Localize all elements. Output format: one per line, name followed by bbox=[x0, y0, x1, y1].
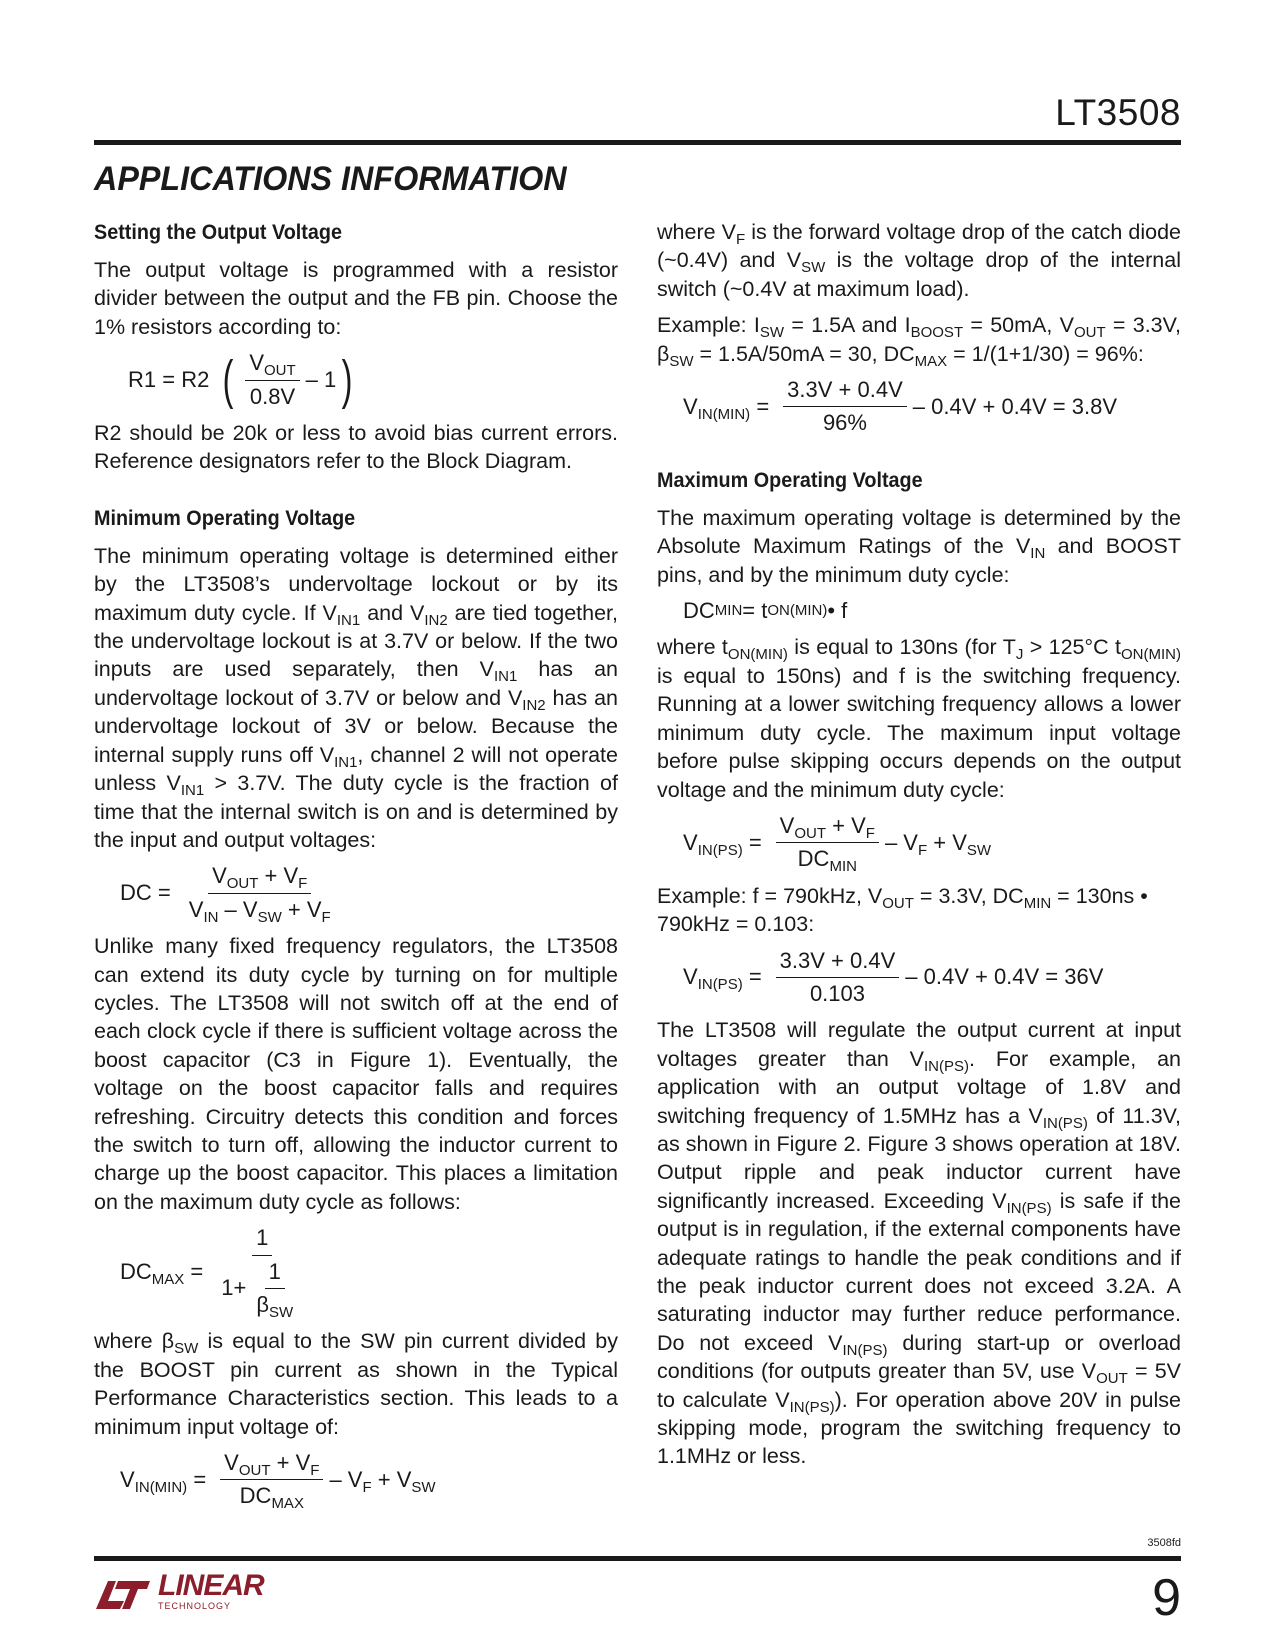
numerator: 3.3V + 0.4V bbox=[776, 947, 900, 978]
eq-tail: – 1 bbox=[305, 366, 337, 392]
fraction bbox=[220, 1449, 323, 1511]
paragraph: The minimum operating voltage is determined either by the LT3508’s undervoltage lockout or by its maximum duty cycle. If $V_{IN1}$ and $V_{IN2}$ are tied together, the undervoltage lockout is at 3.7V or below. If the two inputs are used separately, then $V_{IN1}$ has an undervoltage lockout of 3.7V or below and $V_{IN2}$ has an undervoltage lockout of 3V or below. Because the internal supply runs off $V_{IN1}$, channel 2 will not operate unless $V_{IN1} > 3.7V$. The duty cycle is the fraction of time that the internal switch is on and is determined by the input and output voltages: bbox=[94, 543, 618, 852]
numerator: $V_{OUT} + V_F$ bbox=[776, 812, 879, 843]
heading-setting-output-voltage: Setting the Output Voltage bbox=[94, 220, 342, 244]
page-number: 9 bbox=[1152, 1569, 1181, 1627]
paragraph: The output voltage is programmed with a resistor divider between the output and the FB pin. Choose the 1% resistors according to: bbox=[94, 258, 618, 339]
section-title: APPLICATIONS INFORMATION bbox=[94, 160, 567, 198]
equation-dcmax bbox=[120, 1224, 618, 1319]
paragraph: where $\beta_{SW}$ is equal to the SW pin current divided by the BOOST pin current as shown in the Typical Performance Characteristics section. This leads to a minimum input voltage of: bbox=[94, 1329, 618, 1439]
denominator: $DC_{MIN}$ bbox=[797, 846, 857, 876]
eq-tail: – $V_F + V_{SW}$ bbox=[329, 1466, 436, 1496]
paragraph: The LT3508 will regulate the output current at input voltages greater than $V_{IN(PS)}$. For example, an application with an output voltage of 1.8V and switching frequency of 1.5MHz has a $V_{IN(PS)}$ of 11.3V, as shown in Figure 2. Figure 3 shows operation at 18V. Output ripple and peak inductor current have significantly increased. Exceeding $V_{IN(PS)}$ is safe if the output is in regulation, if the external components have adequate ratings to handle the peak conditions and if the peak inductor current does not exceed 3.2A. A saturating inductor may further reduce performance. Do not exceed $V_{IN(PS)}$ during start-up or overload conditions (for outputs greater than 5V, use $V_{OUT} = 5V$ to calculate $V_{IN(PS)}$). For operation above 20V in pulse skipping mode, program the switching frequency to 1.1MHz or less. bbox=[657, 1018, 1182, 1469]
denominator: 96% bbox=[822, 410, 867, 436]
numerator: $V_{OUT}$ bbox=[245, 349, 299, 380]
linear-technology-logo bbox=[94, 1571, 264, 1611]
denominator: 0.8V bbox=[249, 383, 296, 409]
equation-dc bbox=[120, 862, 618, 924]
paragraph: where $t_{ON(MIN)}$ is equal to 130ns (for $T_J > 125^\circ C$ $t_{ON(MIN)}$ is equal to 150ns) and f is the switching frequency. Running at a lower switching frequency allows a lower minimum duty cycle. The maximum input voltage before pulse skipping occurs depends on the output voltage and the minimum duty cycle: bbox=[657, 635, 1181, 802]
eq-tail: – 0.4V + 0.4V = 36V bbox=[905, 964, 1104, 990]
equation-dcmin: DC MIN = t ON(MIN) • f bbox=[683, 598, 848, 624]
fraction bbox=[245, 349, 299, 411]
fraction bbox=[185, 862, 335, 924]
fraction bbox=[776, 947, 900, 1009]
equation-vinmin bbox=[120, 1449, 618, 1511]
equation-vinmin-example bbox=[683, 376, 1181, 438]
left-column bbox=[94, 218, 618, 1519]
footer-rule bbox=[94, 1556, 1181, 1561]
numerator: 3.3V + 0.4V bbox=[783, 376, 907, 407]
eq-lhs: $V_{IN(MIN)}$ = bbox=[120, 1466, 207, 1496]
eq-tail: – $V_F + V_{SW}$ bbox=[884, 829, 992, 859]
heading-minimum-operating-voltage: Minimum Operating Voltage bbox=[94, 505, 356, 530]
fraction bbox=[783, 376, 907, 438]
logo-wordmark bbox=[158, 1571, 264, 1611]
paragraph: R2 should be 20k or less to avoid bias current errors. Reference designators refer to the Block Diagram. bbox=[94, 421, 618, 474]
document-code: 3508fd bbox=[1147, 1537, 1181, 1549]
equation-r1 bbox=[128, 349, 618, 411]
eq-lhs: $V_{IN(MIN)}$ = bbox=[683, 393, 770, 423]
eq-lhs: $DC_{MAX}$ = bbox=[120, 1258, 204, 1288]
fraction bbox=[776, 812, 879, 874]
eq-tail: – 0.4V + 0.4V = 3.8V bbox=[912, 393, 1118, 419]
paragraph: Example: f = 790kHz, $V_{OUT} = 3.3V$, $DC_{MIN} = 130ns$ • 790kHz = 0.103: bbox=[657, 883, 1148, 937]
equation-vinps-example bbox=[683, 947, 1181, 1009]
eq-lhs: $V_{IN(PS)}$ = bbox=[683, 964, 762, 994]
paragraph: The maximum operating voltage is determined by the Absolute Maximum Ratings of the $V_{IN}$ and BOOST pins, and by the minimum duty cycle: bbox=[657, 505, 1181, 587]
paragraph: where $V_F$ is the forward voltage drop of the catch diode (~0.4V) and $V_{SW}$ is the voltage drop of the internal switch (~0.4V at maximum load). bbox=[657, 220, 1181, 301]
equation-vinps bbox=[683, 812, 1181, 874]
eq-lhs: R1 = R2 bbox=[128, 366, 210, 392]
eq-lhs: DC = bbox=[120, 880, 171, 906]
paragraph: Unlike many fixed frequency regulators, the LT3508 can extend its duty cycle by turning on for multiple cycles. The LT3508 will not switch off at the end of each clock cycle if there is sufficient voltage across the boost capacitor (C3 in Figure 1). Eventually, the voltage on the boost capacitor falls and requires refreshing. Circuitry detects this condition and forces the switch to turn off, allowing the inductor current to charge up the boost capacitor. This places a limitation on the maximum duty cycle as follows: bbox=[94, 934, 618, 1214]
denominator: 0.103 bbox=[809, 980, 865, 1006]
denominator: $DC_{MAX}$ bbox=[239, 1483, 304, 1513]
denominator: 1+ $\frac{1}{\beta_{SW}}$ bbox=[217, 1256, 307, 1320]
paren-left: ( bbox=[222, 350, 234, 411]
right-column bbox=[657, 218, 1181, 1479]
logo-word: LINEAR bbox=[158, 1569, 264, 1602]
logo-subword: TECHNOLOGY bbox=[158, 1601, 232, 1611]
numerator: 1 bbox=[252, 1224, 272, 1255]
fraction bbox=[217, 1224, 307, 1319]
numerator: $V_{OUT} + V_F$ bbox=[208, 862, 311, 893]
denominator: $V_{IN} - V_{SW} + V_F$ bbox=[188, 896, 331, 926]
paren-right: ) bbox=[341, 350, 353, 411]
heading-maximum-operating-voltage: Maximum Operating Voltage bbox=[657, 467, 923, 492]
part-number: LT3508 bbox=[1055, 92, 1181, 133]
eq-lhs: $V_{IN(PS)}$ = bbox=[683, 829, 762, 859]
lt-logo-icon bbox=[94, 1577, 152, 1611]
header-rule bbox=[94, 140, 1181, 145]
paragraph: Example: $I_{SW} = 1.5A$ and $I_{BOOST} = 50mA$, $V_{OUT} = 3.3V$, $\beta_{SW} = 1.5A/50mA = 30$, $DC_{MAX} = 1/(1+1/30) = 96\%$: bbox=[657, 313, 1181, 370]
inner-fraction: $\frac{1}{\beta_{SW}}$ bbox=[256, 1258, 294, 1321]
numerator: $V_{OUT} + V_F$ bbox=[220, 1449, 323, 1480]
